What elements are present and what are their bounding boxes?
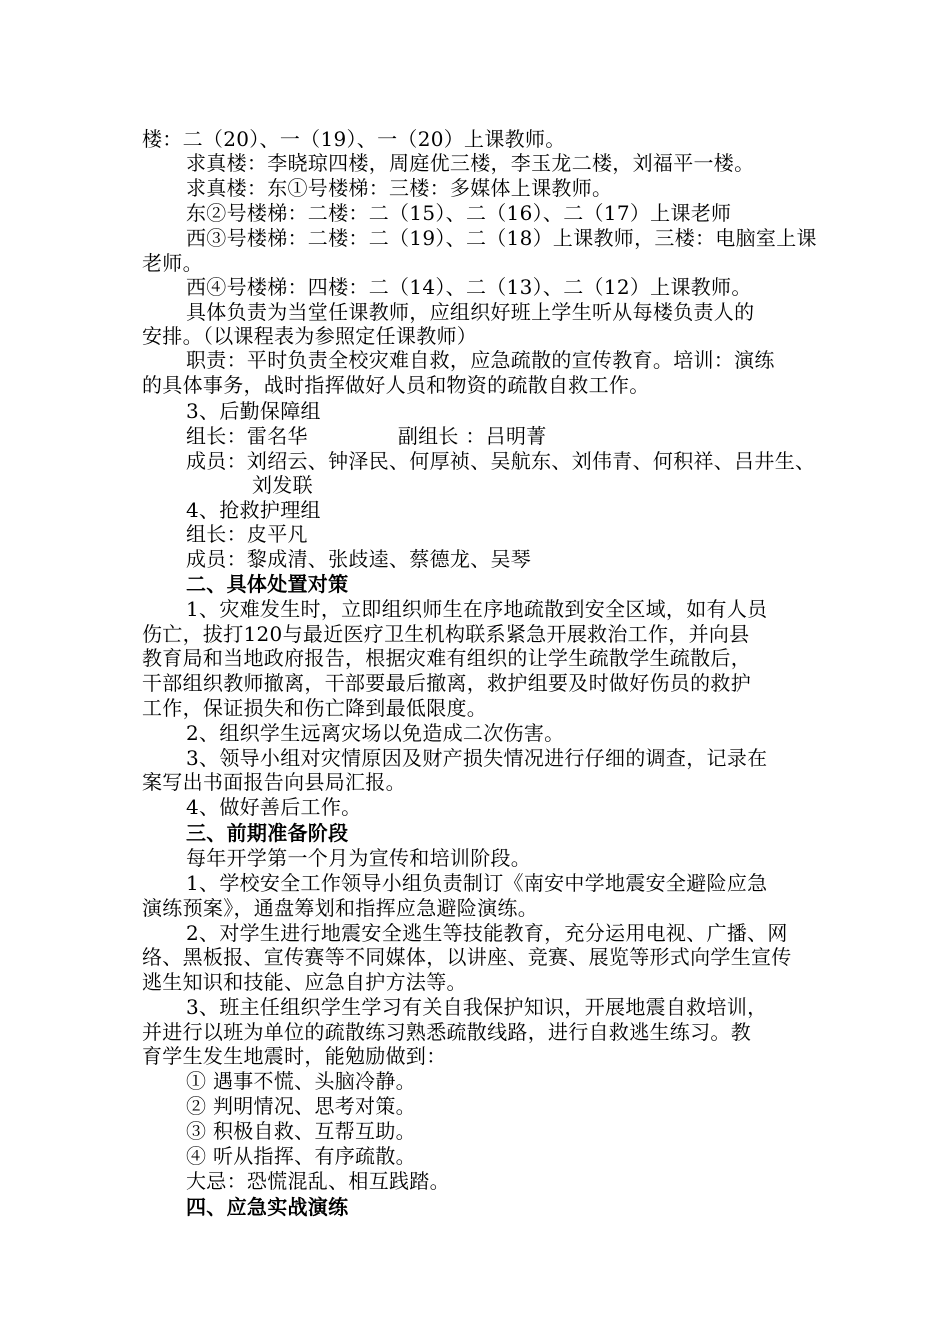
group-leader: 组长：雷名华 [186, 424, 308, 448]
text-line: 育学生发生地震时，能勉励做到： [142, 1044, 447, 1068]
text-line: 1、灾难发生时，立即组织师生在序地疏散到安全区域，如有人员 [186, 597, 768, 621]
list-item: ③ 积极自救、互帮互助。 [186, 1119, 416, 1143]
heading-drill: 四、应急实战演练 [186, 1195, 349, 1219]
text-line: 工作，保证损失和伤亡降到最低限度。 [142, 696, 488, 720]
text-line: 演练预案》，通盘筹划和指挥应急避险演练。 [142, 896, 538, 920]
text-line: 并进行以班为单位的疏散练习熟悉疏散线路，进行自救逃生练习。教 [142, 1020, 751, 1044]
list-item: ② 判明情况、思考对策。 [186, 1094, 416, 1118]
text-line: 1、学校安全工作领导小组负责制订《南安中学地震安全避险应急 [186, 871, 768, 895]
text-line: 成员：刘绍云、钟泽民、何厚祯、吴航东、刘伟青、何积祥、吕井生、 [186, 449, 816, 473]
text-line: 求真楼：东①号楼梯：三楼：多媒体上课教师。 [186, 176, 613, 200]
text-line: 安排。（以课程表为参照定任课教师） [142, 324, 478, 348]
section-heading-4: 4、抢救护理组 [186, 498, 321, 522]
group-leader-line [186, 423, 866, 449]
deputy-leader: 副组长 ：吕明菁 [397, 424, 547, 448]
text-line: 伤亡，拔打120与最近医疗卫生机构联系紧急开展救治工作，并向县 [142, 622, 750, 646]
text-line: 楼：二（20）、一（19）、一（20）上课教师。 [142, 127, 566, 151]
text-line: 东②号楼梯：二楼：二（15）、二（16）、二（17）上课老师 [186, 201, 732, 225]
text-line: 大忌：恐慌混乱、相互践踏。 [186, 1169, 450, 1193]
heading-preparation: 三、前期准备阶段 [186, 821, 349, 845]
text-line: 干部组织教师撤离，干部要最后撤离，救护组要及时做好伤员的救护 [142, 671, 751, 695]
list-item: ① 遇事不慌、头脑冷静。 [186, 1069, 416, 1093]
text-line: 3、班主任组织学生学习有关自我保护知识，开展地震自救培训， [186, 995, 768, 1019]
text-line: 4、做好善后工作。 [186, 795, 362, 819]
text-line: 每年开学第一个月为宣传和培训阶段。 [186, 846, 532, 870]
text-line: 络、黑板报、宣传赛等不同媒体，以讲座、竞赛、展览等形式向学生宣传 [142, 945, 792, 969]
text-line: 案写出书面报告向县局汇报。 [142, 770, 406, 794]
text-line: 的具体事务，战时指挥做好人员和物资的疏散自救工作。 [142, 373, 650, 397]
text-line: 职责：平时负责全校灾难自救，应急疏散的宣传教育。培训：演练 [186, 348, 775, 372]
text-line: 组长：皮平凡 [186, 522, 308, 546]
text-line: 教育局和当地政府报告，根据灾难有组织的让学生疏散学生疏散后， [142, 646, 751, 670]
text-line: 成员：黎成清、张歧逵、蔡德龙、吴琴 [186, 547, 532, 571]
list-item: ④ 听从指挥、有序疏散。 [186, 1144, 416, 1168]
text-line: 老师。 [142, 251, 203, 275]
text-line: 具体负责为当堂任课教师，应组织好班上学生听从每楼负责人的 [186, 300, 755, 324]
text-line: 2、对学生进行地震安全逃生等技能教育，充分运用电视、广播、网 [186, 921, 788, 945]
text-line: 3、领导小组对灾情原因及财产损失情况进行仔细的调查，记录在 [186, 746, 768, 770]
heading-specific-measures: 二、具体处置对策 [186, 572, 349, 596]
text-line: 西④号楼梯：四楼：二（14）、二（13）、二（12）上课教师。 [186, 275, 752, 299]
section-heading-3: 3、后勤保障组 [186, 399, 321, 423]
text-line: 求真楼：李晓琼四楼，周庭优三楼，李玉龙二楼，刘福平一楼。 [186, 151, 755, 175]
text-line: 刘发联 [252, 473, 313, 497]
text-line: 逃生知识和技能、应急自护方法等。 [142, 970, 467, 994]
text-line: 2、组织学生远离灾场以免造成二次伤害。 [186, 721, 565, 745]
text-line: 西③号楼梯：二楼：二（19）、二（18）上课教师，三楼：电脑室上课 [186, 226, 817, 250]
